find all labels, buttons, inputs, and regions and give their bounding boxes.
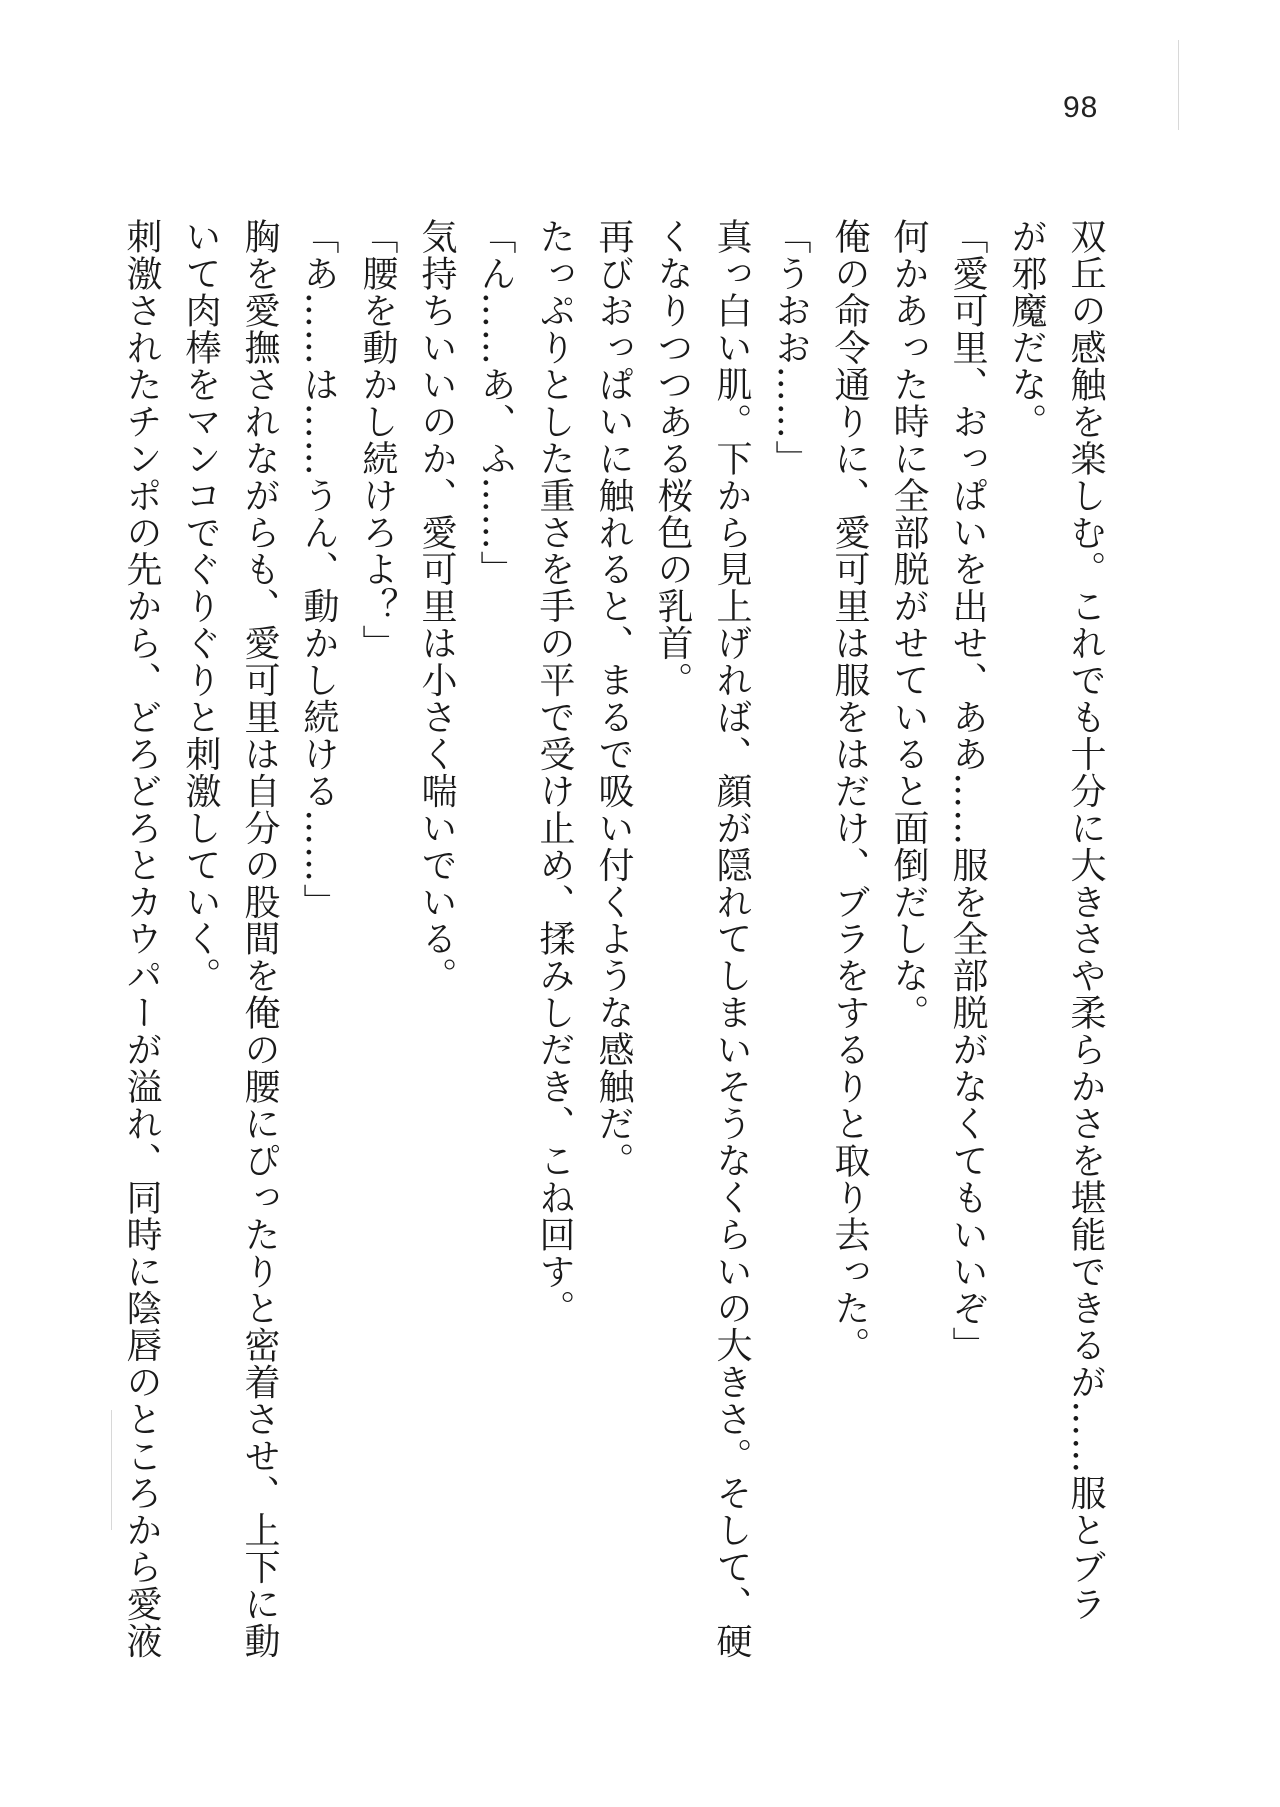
scan-edge-mark: [111, 1410, 112, 1530]
vertical-body-text: [112, 218, 1115, 1688]
text-line: 真っ白い肌。下から見上げれば、顔が隠れてしまいそうなくらいの大きさ。そして、硬: [711, 218, 752, 1660]
text-line: 双丘の感触を楽しむ。これでも十分に大きさや柔らかさを堪能できるが……服とブラ: [1065, 218, 1106, 1623]
text-line: 刺激されたチンポの先から、どろどろとカウパーが溢れ、同時に陰唇のところから愛液: [121, 218, 162, 1660]
text-line: 「ん……あ、ふ……」: [475, 218, 516, 588]
text-line: 「あ……は……うん、動かし続ける……」: [298, 218, 339, 921]
page-number: 98: [1063, 91, 1099, 124]
text-line: 気持ちいいのか、愛可里は小さく喘いでいる。: [416, 218, 457, 994]
text-line: 再びおっぱいに触れると、まるで吸い付くような感触だ。: [593, 218, 634, 1179]
text-line: 「愛可里、おっぱいを出せ、ああ……服を全部脱がなくてもいいぞ」: [947, 218, 988, 1364]
text-line: たっぷりとした重さを手の平で受け止め、揉みしだき、こね回す。: [534, 218, 575, 1327]
text-line: 何かあった時に全部脱がせていると面倒だしな。: [888, 218, 929, 1031]
text-line: いて肉棒をマンコでぐりぐりと刺激していく。: [180, 218, 221, 994]
text-line: が邪魔だな。: [1006, 218, 1047, 440]
text-line: 「腰を動かし続けろよ？」: [357, 218, 398, 662]
text-line: 胸を愛撫されながらも、愛可里は自分の股間を俺の腰にぴったりと密着させ、上下に動: [239, 218, 280, 1660]
text-line: 「うおお……」: [770, 218, 811, 477]
text-line: くなりつつある桜色の乳首。: [652, 218, 693, 699]
text-line: 俺の命令通りに、愛可里は服をはだけ、ブラをするりと取り去った。: [829, 218, 870, 1364]
scan-edge-mark: [1178, 40, 1179, 130]
